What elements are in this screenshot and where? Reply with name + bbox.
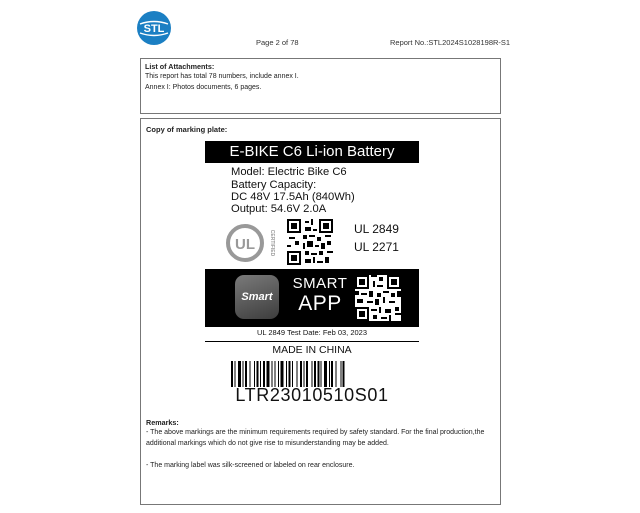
lot-number: LTR23010510S01 [235,385,389,405]
attachments-title: List of Attachments: [145,62,215,71]
smart-app-band [205,269,419,327]
ul-standard-2271: UL 2271 [354,240,399,254]
app-qr-code-icon [355,275,401,321]
attachments-box [140,58,501,114]
qr-code-icon [287,219,333,265]
smart-app-title-line-1: SMART [292,275,348,292]
smart-app-icon: Smart [235,275,279,319]
logo-text: STL [143,23,165,35]
marking-plate-title: Copy of marking plate: [146,125,228,134]
attachments-line-2: Annex I: Photos documents, 6 pages. [145,84,262,91]
ul-mark-word: CERTIFIED [269,229,275,257]
ul-test-date: UL 2849 Test Date: Feb 03, 2023 [256,328,368,337]
label-capacity-title: Battery Capacity: [231,179,317,191]
smart-app-title [289,275,351,315]
remark-item-2: - The marking label was silk-screened or labeled on rear enclosure. [146,462,355,469]
remarks-title: Remarks: [146,418,179,427]
label-capacity: DC 48V 17.5Ah (840Wh) [231,191,355,203]
marking-plate-box [140,118,501,505]
label-header: E-BIKE C6 Li-ion Battery [205,141,419,163]
ul-mark-letters: UL [235,236,255,253]
label-output: Output: 54.6V 2.0A [231,203,327,215]
ul-standard-2849: UL 2849 [354,222,399,236]
ul-certified-mark [225,219,283,267]
barcode-icon [231,361,393,387]
label-model: Model: Electric Bike C6 [231,166,347,178]
report-number: Report No.:STL2024S1028198R-S1 [390,38,511,47]
label-divider [205,341,419,342]
attachments-line-1: This report has total 78 numbers, include annex I. [145,73,299,80]
remark-item-1: - The above markings are the minimum requirements required by safety standard. For the final production,the additional markings which do not give rise to misunderstanding may be added. [146,429,485,447]
page-number: Page 2 of 78 [256,38,299,47]
made-in-china: MADE IN CHINA [272,344,352,356]
smart-app-title-line-2: APP [298,292,342,315]
stl-logo [136,10,172,46]
